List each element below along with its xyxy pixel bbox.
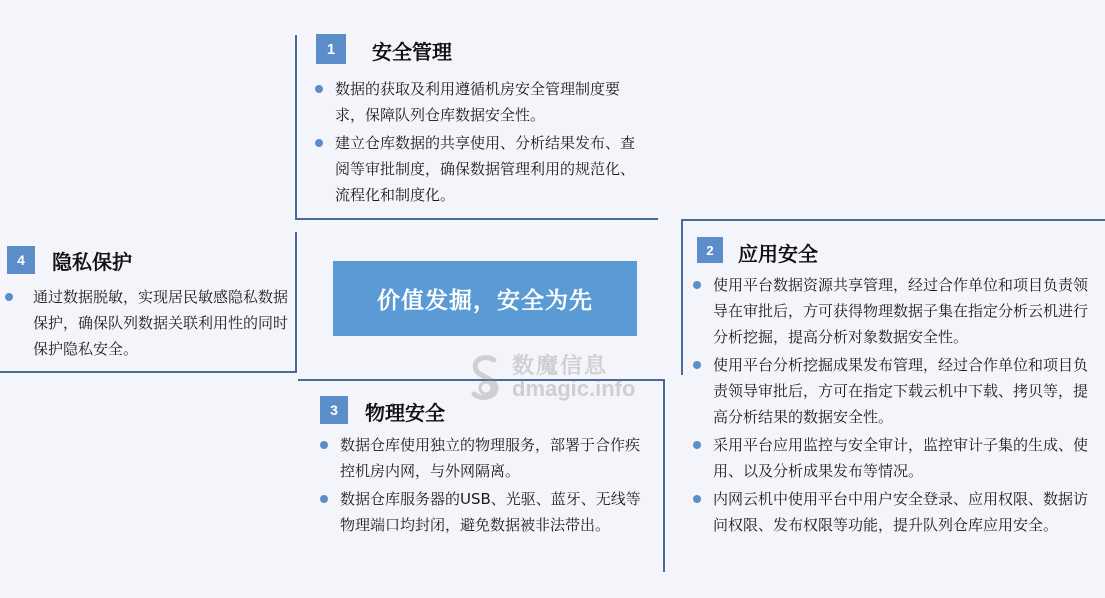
section-2-top-border bbox=[681, 219, 1105, 221]
center-slogan: 价值发掘，安全为先 bbox=[377, 288, 593, 314]
section-4-title: 隐私保护 bbox=[52, 250, 132, 274]
section-3-bullets bbox=[318, 432, 648, 540]
section-3-bullet: 数据仓库服务器的USB、光驱、蓝牙、无线等物理端口均封闭，避免数据被非法带出。 bbox=[318, 486, 648, 538]
section-2-bullet: 使用平台数据资源共享管理，经过合作单位和项目负责领导在审批后，方可获得物理数据子集在指定分析云机进行分析挖掘，提高分析对象数据安全性。 bbox=[691, 272, 1101, 350]
section-1-bullet: 建立仓库数据的共享使用、分析结果发布、查阅等审批制度，确保数据管理利用的规范化、流程化和制度化。 bbox=[313, 130, 643, 208]
watermark-cn: 数魔信息 bbox=[512, 354, 609, 379]
section-1-bullet: 数据的获取及利用遵循机房安全管理制度要求，保障队列仓库数据安全性。 bbox=[313, 76, 643, 128]
section-4-bullet: 通过数据脱敏，实现居民敏感隐私数据保护，确保队列数据关联利用性的同时保护隐私安全。 bbox=[3, 284, 289, 362]
section-2-bullet: 内网云机中使用平台中用户安全登录、应用权限、数据访问权限、发布权限等功能，提升队列仓库应用安全。 bbox=[691, 486, 1101, 538]
center-slogan-box bbox=[333, 261, 637, 336]
section-2-bullet: 采用平台应用监控与安全审计，监控审计子集的生成、使用、以及分析成果发布等情况。 bbox=[691, 432, 1101, 484]
section-4-number: 4 bbox=[7, 246, 35, 274]
section-4-bottom-border bbox=[0, 371, 297, 373]
section-3-number: 3 bbox=[320, 396, 348, 424]
section-1-title: 安全管理 bbox=[372, 40, 452, 64]
section-1-left-border bbox=[295, 35, 297, 220]
section-2-bullet: 使用平台分析挖掘成果发布管理，经过合作单位和项目负责领导审批后，方可在指定下载云机中下载、拷贝等，提高分析结果的数据安全性。 bbox=[691, 352, 1101, 430]
section-2-left-border bbox=[681, 220, 683, 375]
section-3-right-border bbox=[663, 380, 665, 572]
section-2-number: 2 bbox=[697, 237, 723, 263]
section-1-bullets bbox=[313, 76, 643, 210]
watermark-logo-icon bbox=[466, 352, 506, 404]
watermark-en: dmagic.info bbox=[512, 376, 636, 401]
section-3-bullet: 数据仓库使用独立的物理服务，部署于合作疾控机房内网，与外网隔离。 bbox=[318, 432, 648, 484]
section-3-title: 物理安全 bbox=[365, 401, 445, 425]
section-4-right-border bbox=[295, 232, 297, 372]
section-4-bullets bbox=[3, 284, 289, 364]
section-2-title: 应用安全 bbox=[738, 242, 818, 266]
section-2-bullets bbox=[691, 272, 1101, 540]
section-1-bottom-border bbox=[295, 218, 658, 220]
section-1-number: 1 bbox=[316, 34, 346, 64]
watermark bbox=[466, 352, 635, 404]
